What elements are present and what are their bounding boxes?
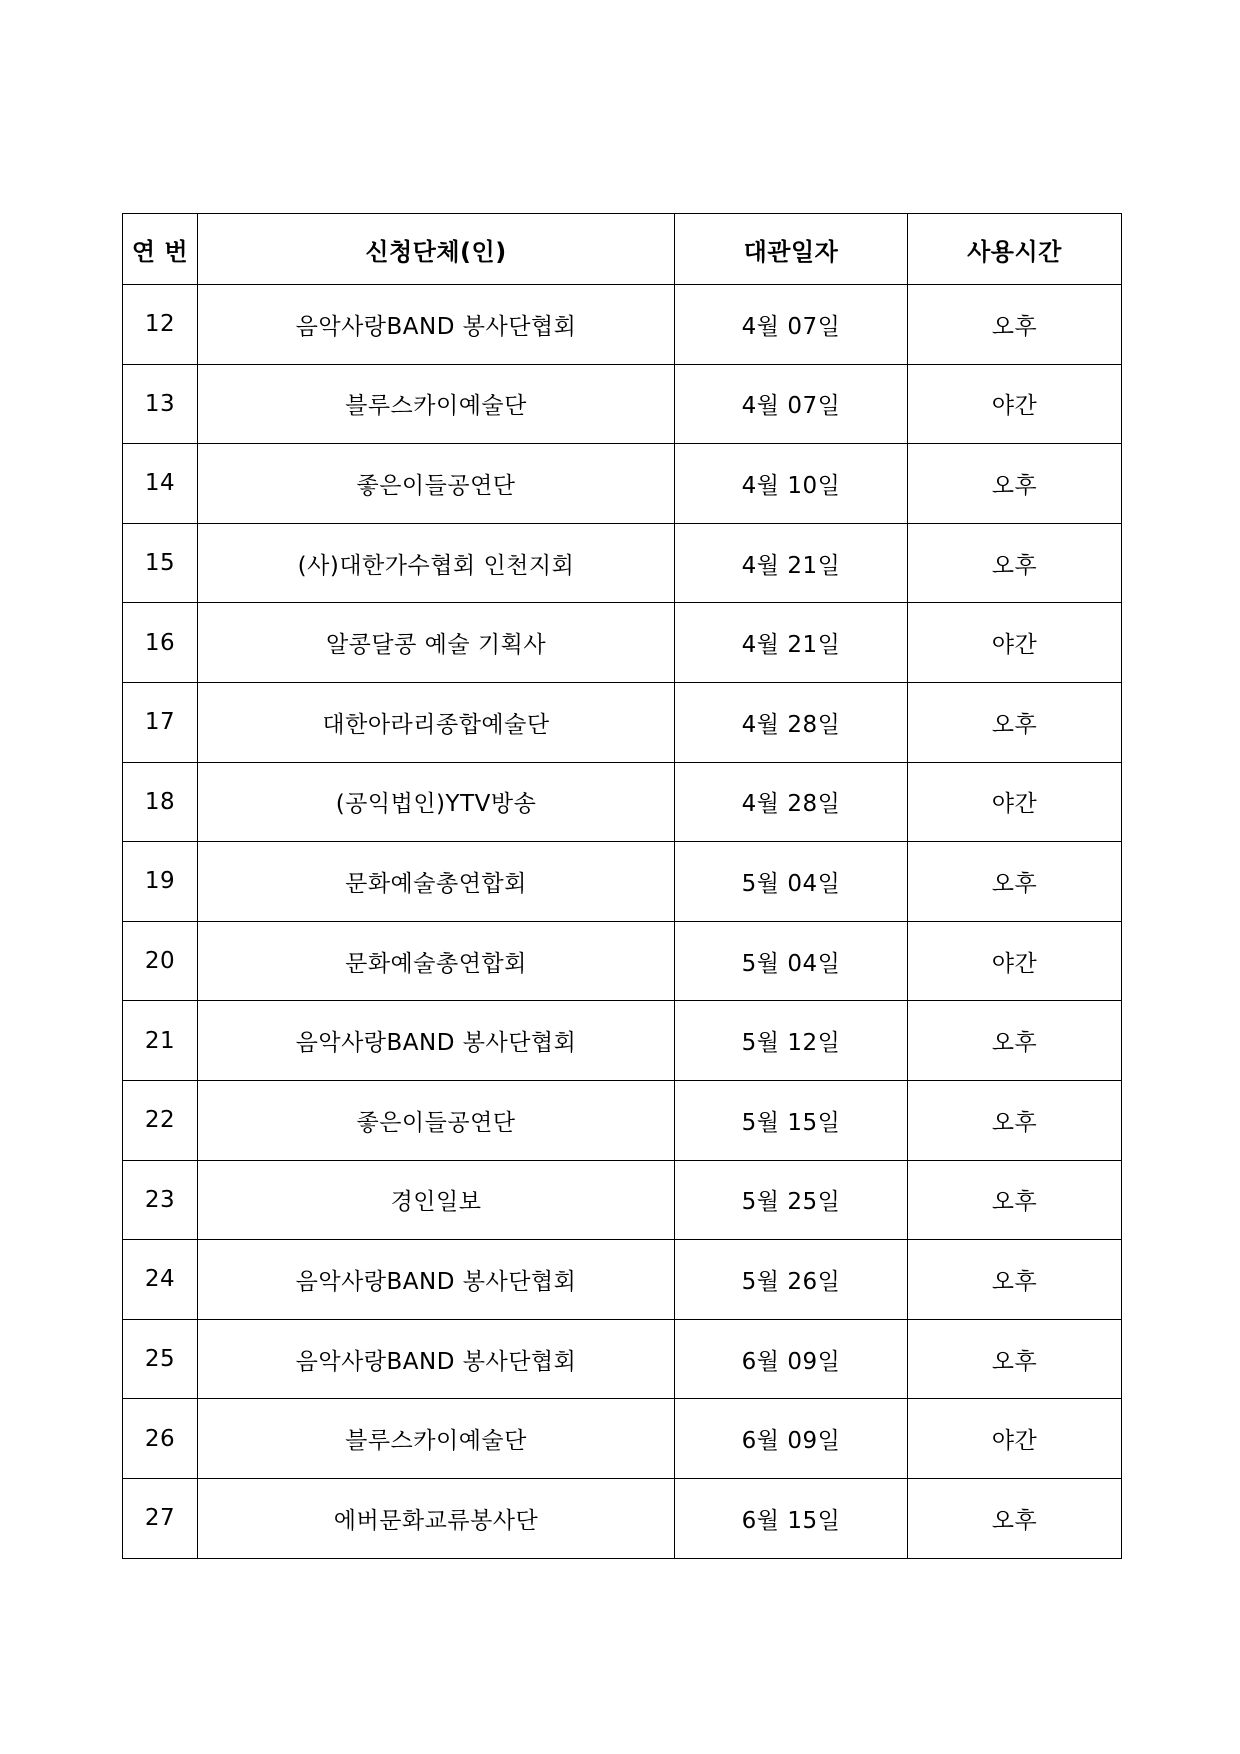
header-no: 연 번 [123, 214, 198, 285]
table-row [123, 444, 1122, 524]
cell-date: 4월 21일 [675, 603, 908, 683]
cell-org: 음악사랑BAND 봉사단협회 [198, 285, 675, 365]
cell-org: 블루스카이예술단 [198, 364, 675, 444]
cell-time: 오후 [908, 1240, 1122, 1320]
table-row [123, 842, 1122, 922]
cell-no: 22 [123, 1080, 198, 1160]
cell-time: 오후 [908, 285, 1122, 365]
cell-time: 오후 [908, 1478, 1122, 1558]
cell-org: 좋은이들공연단 [198, 1080, 675, 1160]
cell-org: 대한아라리종합예술단 [198, 682, 675, 762]
cell-no: 13 [123, 364, 198, 444]
header-time: 사용시간 [908, 214, 1122, 285]
cell-date: 4월 28일 [675, 762, 908, 842]
cell-no: 20 [123, 921, 198, 1001]
cell-date: 4월 07일 [675, 364, 908, 444]
cell-time: 오후 [908, 1319, 1122, 1399]
cell-no: 15 [123, 523, 198, 603]
header-org: 신청단체(인) [198, 214, 675, 285]
table-header-row [123, 214, 1122, 285]
cell-no: 17 [123, 682, 198, 762]
cell-org: (사)대한가수협회 인천지회 [198, 523, 675, 603]
cell-no: 26 [123, 1399, 198, 1479]
cell-date: 4월 21일 [675, 523, 908, 603]
cell-time: 오후 [908, 1160, 1122, 1240]
cell-org: (공익법인)YTV방송 [198, 762, 675, 842]
cell-time: 야간 [908, 603, 1122, 683]
cell-date: 6월 09일 [675, 1399, 908, 1479]
cell-time: 오후 [908, 1001, 1122, 1081]
table-row [123, 523, 1122, 603]
cell-no: 27 [123, 1478, 198, 1558]
table-row [123, 603, 1122, 683]
cell-no: 23 [123, 1160, 198, 1240]
cell-org: 음악사랑BAND 봉사단협회 [198, 1001, 675, 1081]
cell-no: 21 [123, 1001, 198, 1081]
cell-date: 4월 10일 [675, 444, 908, 524]
cell-org: 문화예술총연합회 [198, 842, 675, 922]
cell-org: 문화예술총연합회 [198, 921, 675, 1001]
cell-org: 에버문화교류봉사단 [198, 1478, 675, 1558]
cell-org: 알콩달콩 예술 기획사 [198, 603, 675, 683]
table-row [123, 1478, 1122, 1558]
cell-date: 5월 15일 [675, 1080, 908, 1160]
cell-time: 야간 [908, 1399, 1122, 1479]
table-row [123, 762, 1122, 842]
table-row [123, 364, 1122, 444]
cell-time: 오후 [908, 1080, 1122, 1160]
cell-date: 5월 04일 [675, 842, 908, 922]
table-row [123, 1319, 1122, 1399]
cell-org: 블루스카이예술단 [198, 1399, 675, 1479]
table-row [123, 1001, 1122, 1081]
cell-no: 12 [123, 285, 198, 365]
cell-time: 오후 [908, 444, 1122, 524]
cell-no: 14 [123, 444, 198, 524]
cell-org: 경인일보 [198, 1160, 675, 1240]
cell-org: 음악사랑BAND 봉사단협회 [198, 1240, 675, 1320]
cell-no: 16 [123, 603, 198, 683]
header-date: 대관일자 [675, 214, 908, 285]
table-row [123, 682, 1122, 762]
table-row [123, 1240, 1122, 1320]
table-row [123, 921, 1122, 1001]
cell-date: 6월 15일 [675, 1478, 908, 1558]
cell-date: 5월 26일 [675, 1240, 908, 1320]
cell-date: 4월 07일 [675, 285, 908, 365]
cell-time: 야간 [908, 364, 1122, 444]
cell-time: 오후 [908, 842, 1122, 922]
cell-time: 오후 [908, 682, 1122, 762]
cell-date: 6월 09일 [675, 1319, 908, 1399]
cell-no: 18 [123, 762, 198, 842]
cell-no: 24 [123, 1240, 198, 1320]
cell-date: 5월 25일 [675, 1160, 908, 1240]
rental-schedule-table [122, 213, 1122, 1559]
cell-no: 25 [123, 1319, 198, 1399]
table-row [123, 1160, 1122, 1240]
cell-date: 5월 12일 [675, 1001, 908, 1081]
cell-org: 좋은이들공연단 [198, 444, 675, 524]
table-row [123, 285, 1122, 365]
table-row [123, 1080, 1122, 1160]
cell-date: 5월 04일 [675, 921, 908, 1001]
cell-date: 4월 28일 [675, 682, 908, 762]
cell-time: 야간 [908, 921, 1122, 1001]
cell-time: 오후 [908, 523, 1122, 603]
cell-org: 음악사랑BAND 봉사단협회 [198, 1319, 675, 1399]
table-row [123, 1399, 1122, 1479]
cell-time: 야간 [908, 762, 1122, 842]
cell-no: 19 [123, 842, 198, 922]
